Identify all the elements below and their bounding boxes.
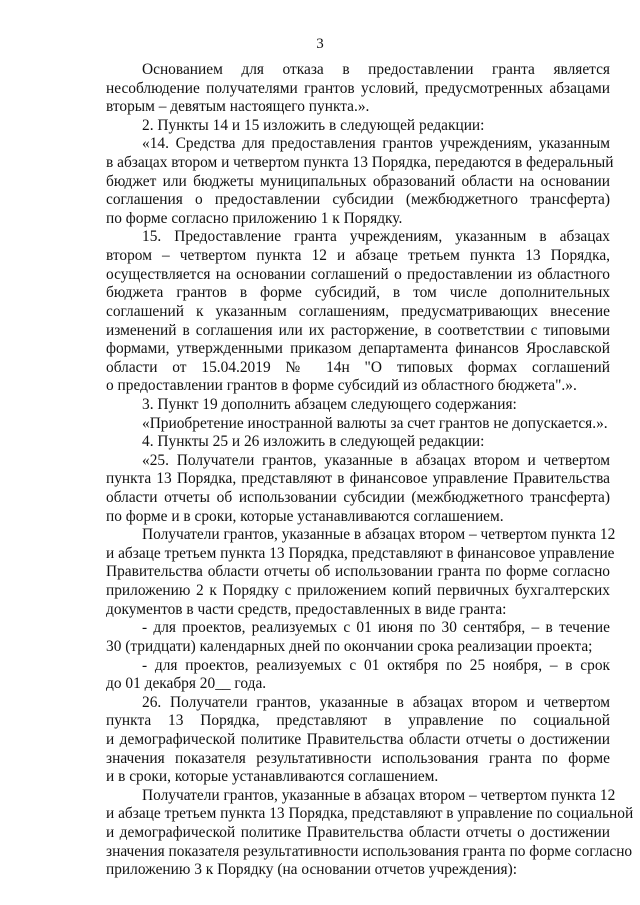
text-line: пункта 13 Порядка, представляют в управление по социальной bbox=[106, 712, 610, 730]
text-line: формами, утвержденными приказом департамента финансов Ярославской bbox=[106, 340, 610, 358]
text-line: соглашений к указанным соглашениям, предусматривающих внесение bbox=[106, 302, 610, 320]
text-line: 26. Получатели грантов, указанные в абзацах втором и четвертом bbox=[142, 693, 610, 711]
document-body bbox=[106, 61, 634, 880]
text-line: и в сроки, которые устанавливаются соглашением. bbox=[106, 768, 439, 786]
text-line: пункта 13 Порядка, представляют в финансовое управление Правительства bbox=[106, 470, 610, 488]
text-line: втором – четвертом пункта 12 и абзаце третьем пункта 13 Порядка, bbox=[106, 247, 610, 265]
text-line: области от 15.04.2019 № 14н "О типовых формах соглашений bbox=[106, 358, 610, 376]
text-line: 4. Пункты 25 и 26 изложить в следующей редакции: bbox=[142, 433, 485, 451]
text-line: до 01 декабря 20__ года. bbox=[106, 675, 267, 693]
text-line: изменений в соглашения или их расторжение, в соответствии с типовыми bbox=[106, 321, 610, 339]
text-line: значения показателя результативности использования гранта по форме bbox=[106, 749, 610, 767]
text-line: 30 (тридцати) календарных дней по окончании срока реализации проекта; bbox=[106, 637, 593, 655]
text-line: Правительства области отчеты об использовании гранта по форме согласно bbox=[106, 563, 610, 581]
text-line: 2. Пункты 14 и 15 изложить в следующей редакции: bbox=[142, 116, 485, 134]
text-line: «Приобретение иностранной валюты за счет грантов не допускается.». bbox=[142, 414, 608, 432]
text-line: значения показателя результативности использования гранта по форме согласно bbox=[106, 842, 633, 860]
text-line: «14. Средства для предоставления грантов учреждениям, указанным bbox=[142, 135, 610, 153]
text-line: Основанием для отказа в предоставлении гранта является bbox=[142, 61, 610, 78]
text-line: Получатели грантов, указанные в абзацах втором – четвертом пункта 12 bbox=[142, 526, 616, 544]
text-line: 3. Пункт 19 дополнить абзацем следующего содержания: bbox=[142, 395, 517, 413]
text-line: приложению 3 к Порядку (на основании отчетов учреждения): bbox=[106, 861, 517, 879]
text-line: - для проектов, реализуемых с 01 октября по 25 ноября, – в срок bbox=[142, 656, 610, 674]
text-line: бюджета грантов в форме субсидий, в том числе дополнительных bbox=[106, 284, 610, 302]
text-line: 15. Предоставление гранта учреждениям, указанным в абзацах bbox=[142, 228, 610, 246]
text-line: несоблюдение получателями грантов условий, предусмотренных абзацами bbox=[106, 79, 610, 97]
text-line: Получатели грантов, указанные в абзацах втором – четвертом пункта 12 bbox=[142, 786, 616, 804]
text-line: вторым – девятым настоящего пункта.». bbox=[106, 98, 370, 116]
text-line: «25. Получатели грантов, указанные в абзацах втором и четвертом bbox=[142, 451, 610, 469]
text-line: соглашения о предоставлении субсидии (межбюджетного трансферта) bbox=[106, 191, 610, 209]
text-line: и абзаце третьем пункта 13 Порядка, представляют в финансовое управление bbox=[106, 544, 615, 562]
text-line: осуществляется на основании соглашений о предоставлении из областного bbox=[106, 265, 610, 283]
text-line: по форме и в сроки, которые устанавливаются соглашением. bbox=[106, 507, 504, 525]
text-line: бюджет или бюджеты муниципальных образований области на основании bbox=[106, 172, 610, 190]
text-line: и демографической политике Правительства области отчеты о достижении bbox=[106, 730, 610, 748]
text-line: в абзацах втором и четвертом пункта 13 Порядка, передаются в федеральный bbox=[106, 154, 614, 172]
text-line: о предоставлении грантов в форме субсидий из областного бюджета".». bbox=[106, 377, 577, 395]
text-line: по форме согласно приложению 1 к Порядку. bbox=[106, 209, 403, 227]
text-line: приложению 2 к Порядку с приложением копий первичных бухгалтерских bbox=[106, 582, 610, 600]
text-line: области отчеты об использовании субсидии (межбюджетного трансферта) bbox=[106, 489, 610, 507]
text-line: - для проектов, реализуемых с 01 июня по 30 сентября, – в течение bbox=[142, 619, 610, 637]
page-number: 3 bbox=[316, 36, 324, 52]
text-line: и абзаце третьем пункта 13 Порядка, представляют в управление по социальной bbox=[106, 805, 634, 823]
text-line: документов в части средств, предоставленных в виде гранта: bbox=[106, 600, 507, 618]
text-line: и демографической политике Правительства области отчеты о достижении bbox=[106, 823, 610, 841]
